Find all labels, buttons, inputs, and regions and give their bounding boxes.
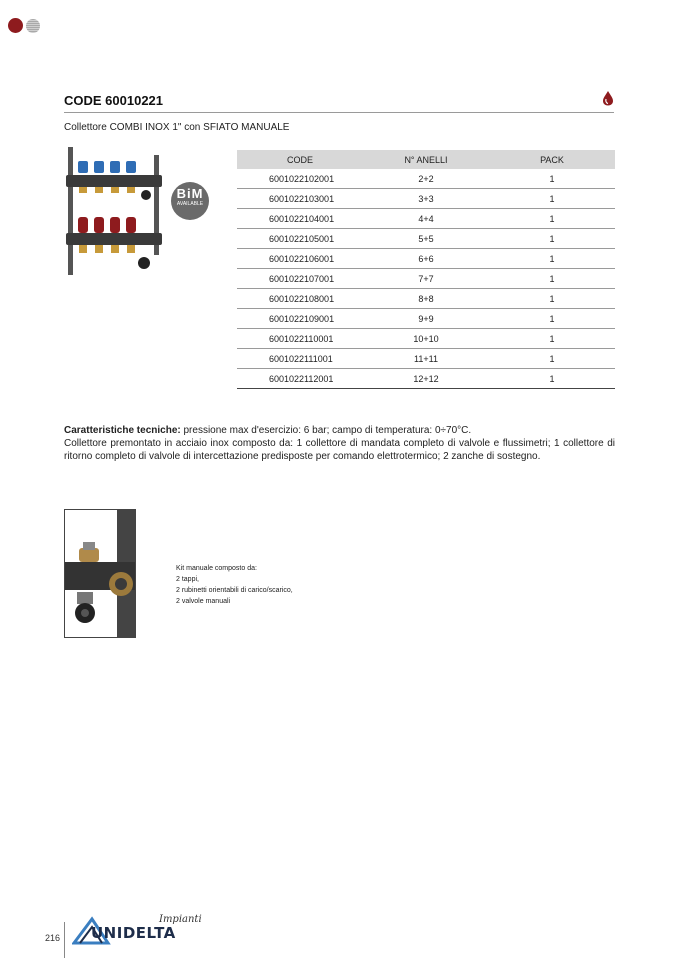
- manifold-product-image: [64, 145, 164, 280]
- product-subtitle: Collettore COMBI INOX 1" con SFIATO MANUALE: [64, 122, 290, 133]
- cell-code: 6001022107001: [237, 269, 363, 289]
- kit-line: 2 tappi,: [176, 576, 199, 583]
- cell-code: 6001022103001: [237, 189, 363, 209]
- bim-badge-sub: AVAILABLE: [176, 201, 204, 207]
- header-pack: PACK: [489, 150, 615, 169]
- header-anelli: N° ANELLI: [363, 150, 489, 169]
- bim-available-badge: [171, 182, 209, 220]
- table-row: [237, 329, 615, 349]
- table-row: [237, 249, 615, 269]
- kit-line: 2 rubinetti orientabili di carico/scarico,: [176, 587, 293, 594]
- cell-anelli: 3+3: [363, 189, 489, 209]
- tech-description: Collettore premontato in acciaio inox composto da: 1 collettore di mandata completo di valvole e flussimetri; 1 collettore di ritorno completo di valvole di intercettazione predisposte per comando elettrotermico; 2 zanche di sostegno.: [64, 438, 615, 462]
- kit-description: [176, 563, 293, 607]
- cell-anelli: 12+12: [363, 369, 489, 389]
- logo-text: UNIDELTA: [91, 924, 176, 942]
- cell-code: 6001022110001: [237, 329, 363, 349]
- table-row: [237, 289, 615, 309]
- table-row: [237, 209, 615, 229]
- page-title: CODE 60010221: [64, 93, 164, 108]
- cell-anelli: 5+5: [363, 229, 489, 249]
- tech-spec: pressione max d'esercizio: 6 bar; campo di temperatura: 0÷70°C.: [180, 425, 472, 436]
- cell-code: 6001022102001: [237, 169, 363, 189]
- product-codes-table: [237, 150, 615, 389]
- manual-kit-image: [64, 509, 136, 638]
- cell-pack: 1: [489, 269, 615, 289]
- cell-anelli: 11+11: [363, 349, 489, 369]
- title-divider: [64, 112, 614, 113]
- cell-pack: 1: [489, 229, 615, 249]
- cell-code: 6001022112001: [237, 369, 363, 389]
- bim-badge-main: BiM: [176, 186, 204, 201]
- cell-anelli: 8+8: [363, 289, 489, 309]
- cell-code: 6001022111001: [237, 349, 363, 369]
- cell-anelli: 4+4: [363, 209, 489, 229]
- page-number: 216: [45, 933, 61, 943]
- table-header-row: [237, 150, 615, 169]
- cell-anelli: 9+9: [363, 309, 489, 329]
- cell-anelli: 7+7: [363, 269, 489, 289]
- grey-dot-icon: [26, 19, 40, 33]
- table-row: [237, 309, 615, 329]
- table-row: [237, 269, 615, 289]
- cell-pack: 1: [489, 309, 615, 329]
- cell-anelli: 6+6: [363, 249, 489, 269]
- cell-pack: 1: [489, 289, 615, 309]
- table-row: [237, 169, 615, 189]
- logo-script-text: Impianti: [159, 914, 202, 925]
- table-row: [237, 189, 615, 209]
- kit-line: Kit manuale composto da:: [176, 565, 257, 572]
- section-dots: [8, 18, 40, 33]
- cell-pack: 1: [489, 349, 615, 369]
- cell-code: 6001022104001: [237, 209, 363, 229]
- cell-pack: 1: [489, 209, 615, 229]
- cell-pack: 1: [489, 329, 615, 349]
- technical-characteristics: [64, 424, 615, 463]
- cell-code: 6001022105001: [237, 229, 363, 249]
- tech-label: Caratteristiche tecniche:: [64, 425, 181, 436]
- header-code: CODE: [237, 150, 363, 169]
- red-dot-icon: [8, 18, 23, 33]
- table-row: [237, 229, 615, 249]
- cell-anelli: 2+2: [363, 169, 489, 189]
- kit-line: 2 valvole manuali: [176, 598, 231, 605]
- cell-code: 6001022109001: [237, 309, 363, 329]
- cell-code: 6001022106001: [237, 249, 363, 269]
- table-row: [237, 369, 615, 389]
- footer-divider: [64, 922, 65, 958]
- cell-pack: 1: [489, 369, 615, 389]
- cell-code: 6001022108001: [237, 289, 363, 309]
- table-row: [237, 349, 615, 369]
- cell-pack: 1: [489, 249, 615, 269]
- cell-pack: 1: [489, 169, 615, 189]
- cell-pack: 1: [489, 189, 615, 209]
- water-drop-icon: [601, 90, 615, 106]
- cell-anelli: 10+10: [363, 329, 489, 349]
